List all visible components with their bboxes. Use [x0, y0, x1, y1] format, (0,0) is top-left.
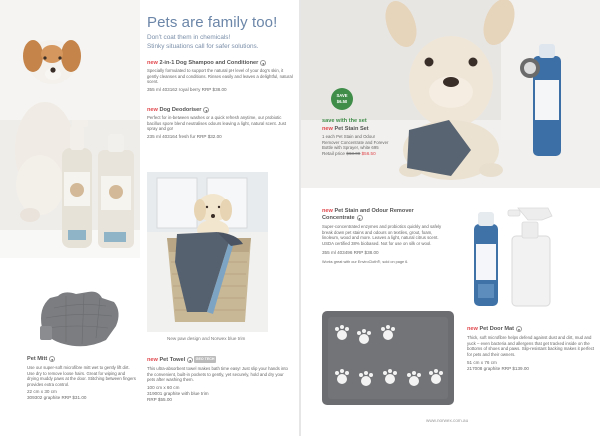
mitt-product	[27, 356, 137, 401]
stain-remover-name: Pet Stain and Odour Remover Concentrate	[322, 208, 414, 221]
retail-price: $63.00	[346, 150, 361, 156]
stain-remover-title	[322, 208, 447, 222]
door-mat-size: 51 cm x 76 cm	[467, 360, 497, 366]
towel-product	[147, 356, 292, 403]
eco-icon: ●	[205, 108, 208, 113]
pet-door-mat-image	[320, 309, 456, 407]
new-label: new	[322, 126, 333, 132]
shampoo-product	[147, 60, 295, 93]
shampoo-sku: 355 ml 403162 royal berry RRP $38.00	[147, 86, 227, 92]
page-headline: Pets are family too!	[147, 14, 278, 31]
mitt-name: Pet Mitt	[27, 356, 48, 362]
retail-label: Retail price	[322, 150, 345, 156]
shampoo-description: Specially formulated to support the natural pH level of your dog's skin, it gently cleanses and conditions. Rinses easily and leaves a delightful, natural scent.	[147, 68, 293, 85]
towel-price: RRP $55.00	[147, 396, 172, 402]
deodoriser-sku: 235 ml 403164 fresh fur RRP $32.00	[147, 133, 222, 139]
pet-mitt-image	[36, 288, 122, 350]
towel-name: Pet Towel	[159, 357, 186, 363]
mitt-sku: 309302 graphite RRP $31.00	[27, 395, 87, 401]
stain-remover-sku: 355 ml 403496 RRP $38.00	[322, 250, 379, 256]
shampoo-title	[147, 60, 295, 67]
set-label: save with the set	[322, 118, 367, 124]
door-mat-description: Thick, soft microfibre helps defend against dust and dirt, mud and yuck – even bacteria and allergens that get tracked inside on the bottoms of shoes and paws. Slip-resistant backing makes it perfect for pets and their owners.	[467, 335, 595, 357]
mitt-title	[27, 356, 137, 363]
towel-size: 100 cm x 60 cm	[147, 384, 180, 390]
eco-icon: ●	[188, 358, 192, 363]
save-label: SAVE	[336, 93, 348, 98]
new-label: new	[467, 326, 478, 332]
deodoriser-title	[147, 107, 295, 114]
deodoriser-description: Perfect for in-between washes or a quick refresh anytime, our probiotic bacillus spore blend neutralises odours leaving a light, natural scent. Just spray and go!	[147, 115, 287, 132]
geo-tech-badge: GEO TECH	[195, 357, 215, 361]
deodoriser-product	[147, 107, 295, 140]
stain-remover-description: Super-concentrated enzymes and probiotics quickly and safely break down pet stains and odours on textiles, grout, foam, linoleum, wood and more. Leaves a light, natural citrus scent. USDA certified 38% biobased. Not for use on silk or wool.	[322, 224, 442, 246]
eco-icon: ●	[50, 357, 54, 362]
towel-description: This ultra-absorbent towel makes bath time easy! Just slip your hands into the convenient, built-in pockets to gently, yet securely, hold and dry your pets after washing them.	[147, 366, 288, 383]
door-mat-product	[467, 326, 595, 372]
mitt-size: 22 cm x 30 cm	[27, 389, 57, 395]
stain-remover-bottles-image	[468, 198, 558, 310]
mitt-description: Use our super-soft microfibre mitt wet to gently lift dirt. Use dry to remove loose hairs. Great for wiping and drying muddy paws at the door. Stitching between fingers provides extra control.	[27, 365, 136, 387]
photo-caption: New paw design and Norwex blue trim	[167, 336, 246, 341]
dog-with-bottles-photo	[0, 0, 140, 258]
stain-set-pricing	[322, 151, 392, 157]
stain-remover-product	[322, 208, 447, 266]
deodoriser-name: Dog Deodoriser	[159, 107, 202, 113]
stain-remover-note: Works great with our EnviroCloth®, sold on page 6.	[322, 260, 409, 265]
save-amount: $6.50	[336, 99, 348, 104]
sale-price: $56.50	[361, 150, 376, 156]
new-label: new	[147, 357, 158, 363]
shampoo-name: 2-in-1 Dog Shampoo and Conditioner	[159, 60, 259, 66]
stain-set-product	[322, 118, 392, 157]
towel-sku: 319001 graphite with blue trim	[147, 390, 209, 396]
dog-in-basket-photo	[147, 172, 268, 332]
eco-icon: ●	[262, 61, 265, 66]
new-label: new	[147, 107, 158, 113]
stain-set-name: Pet Stain Set	[334, 126, 369, 132]
footer-url: www.norwex.com.au	[426, 418, 469, 423]
save-badge	[331, 88, 353, 110]
door-mat-name: Pet Door Mat	[479, 326, 514, 332]
stain-set-title	[322, 126, 392, 133]
door-mat-title	[467, 326, 595, 333]
towel-title	[147, 356, 292, 364]
eco-icon: ●	[358, 216, 361, 221]
stain-set-description: 1 each Pet Stain and Odour Remover Concentrate and Forever Bottle with Sprayer, white 695	[322, 134, 389, 151]
intro-line-1: Don't coat them in chemicals!	[147, 34, 231, 41]
new-label: new	[147, 60, 158, 66]
door-mat-sku: 217008 graphite RRP $139.00	[467, 366, 529, 372]
eco-icon: ●	[517, 327, 521, 332]
new-label: new	[322, 208, 333, 214]
intro-line-2: Stinky situations call for safer solutions.	[147, 43, 259, 50]
